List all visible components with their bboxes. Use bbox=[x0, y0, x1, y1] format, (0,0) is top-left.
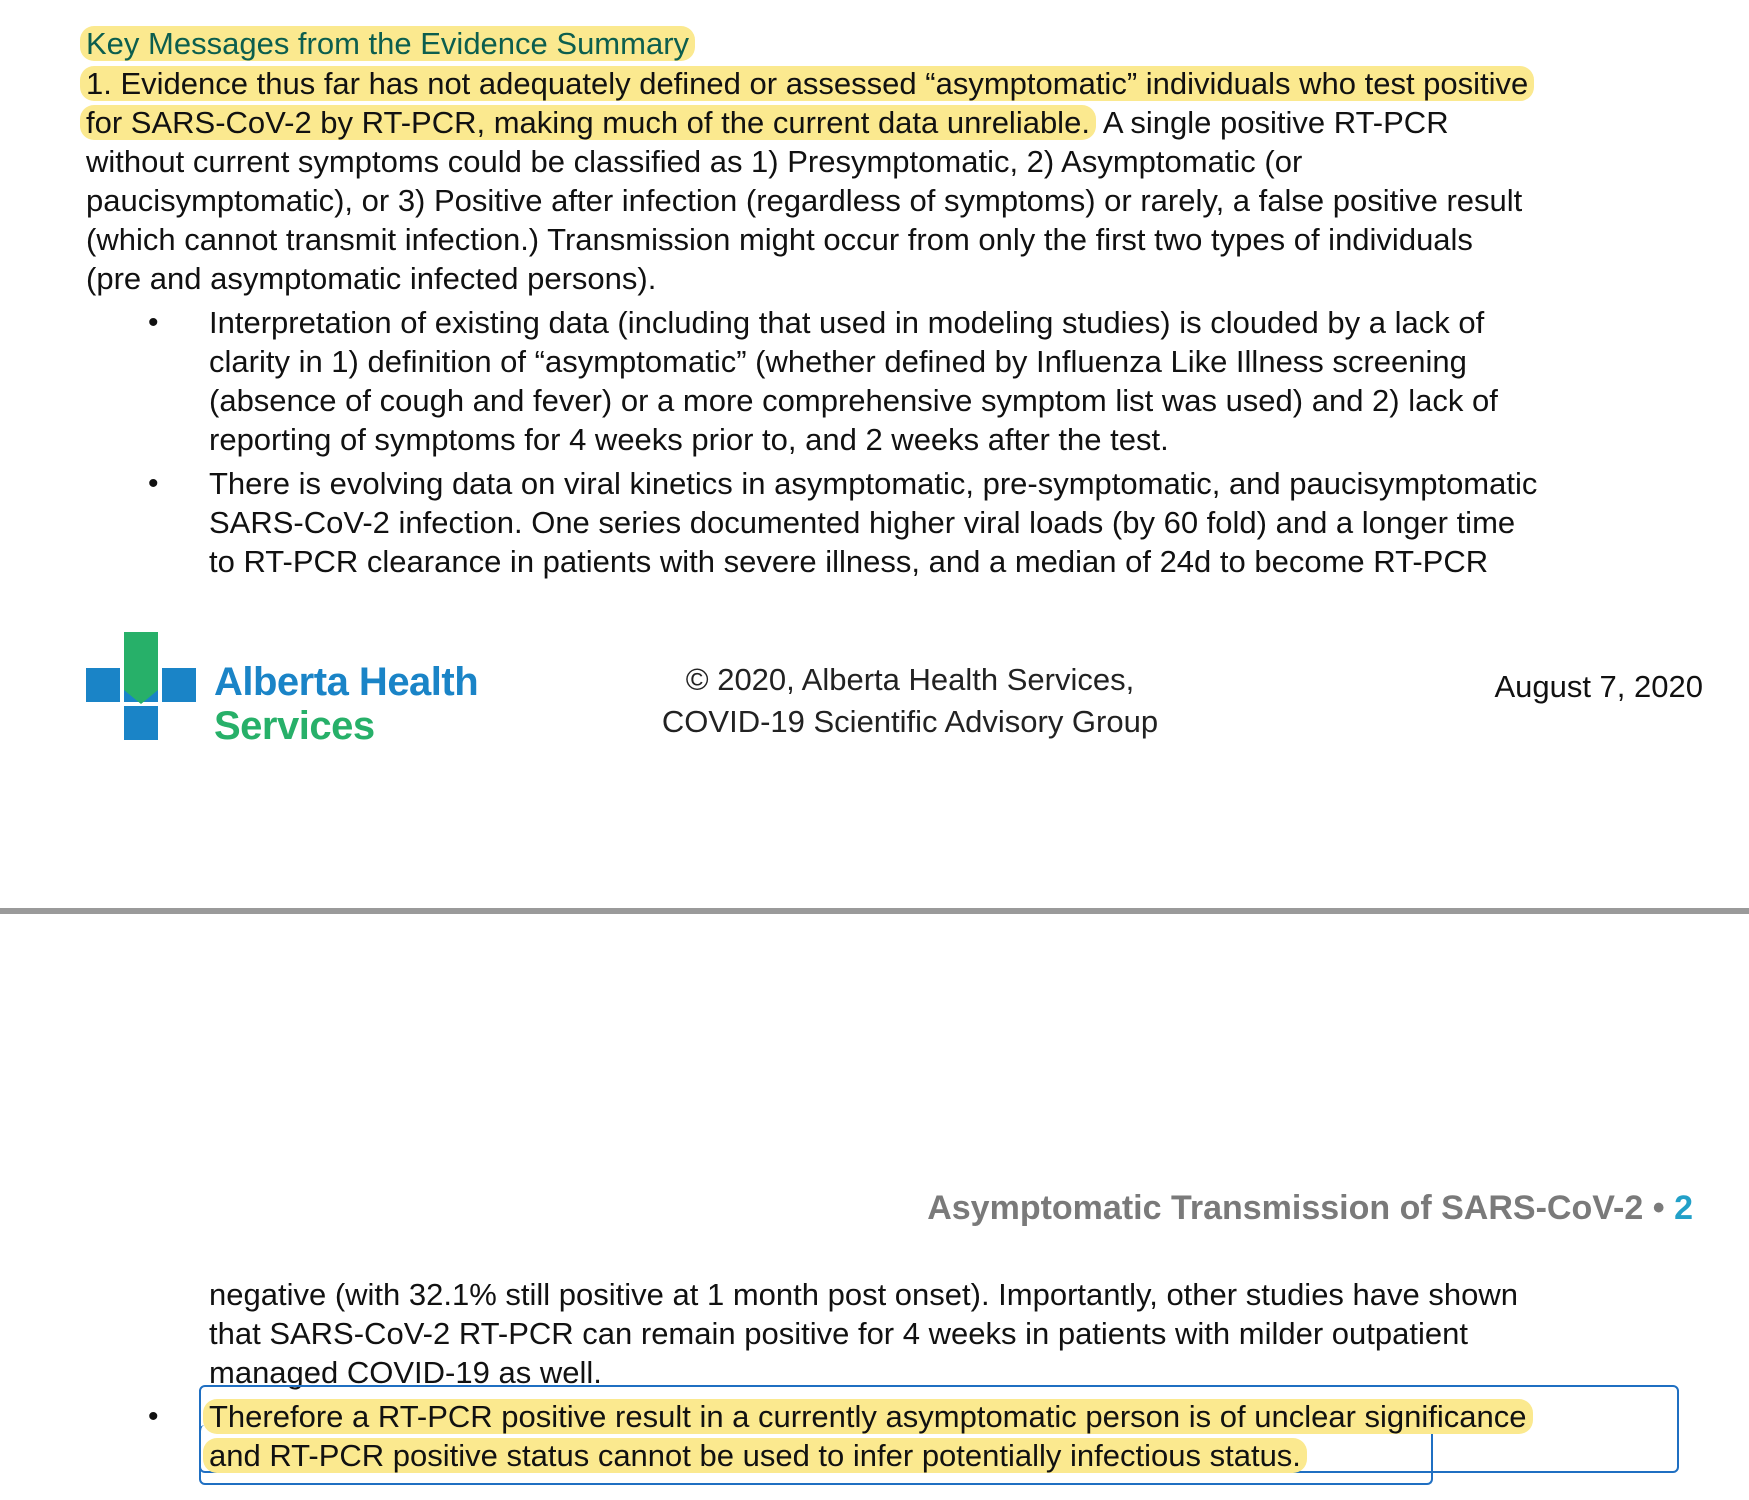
bullet1-line: (absence of cough and fever) or a more comprehensive symptom list was used) and 2) lack of bbox=[209, 383, 1498, 418]
ahs-logo-wordmark: Alberta Health Services bbox=[214, 660, 479, 748]
section-heading: Key Messages from the Evidence Summary bbox=[86, 24, 695, 63]
bullet1-line: Interpretation of existing data (including that used in modeling studies) is clouded by a lack of bbox=[209, 305, 1485, 340]
bullet2-line: There is evolving data on viral kinetics in asymptomatic, pre-symptomatic, and paucisymptomatic bbox=[209, 466, 1538, 501]
page-divider bbox=[0, 908, 1749, 914]
bullet1-line: clarity in 1) definition of “asymptomatic” (whether defined by Influenza Like Illness screening bbox=[209, 344, 1467, 379]
footer-date: August 7, 2020 bbox=[1494, 669, 1703, 704]
continued-line: managed COVID-19 as well. bbox=[209, 1355, 602, 1390]
bullet-marker: • bbox=[148, 1400, 159, 1433]
para1-line: (which cannot transmit infection.) Transmission might occur from only the first two types of individuals bbox=[86, 222, 1473, 257]
continued-line: negative (with 32.1% still positive at 1 month post onset). Importantly, other studies have shown bbox=[209, 1277, 1518, 1312]
para1-line: paucisymptomatic), or 3) Positive after infection (regardless of symptoms) or rarely, a false positive result bbox=[86, 183, 1523, 218]
bullet-marker: • bbox=[148, 467, 159, 500]
para1-line: without current symptoms could be classified as 1) Presymptomatic, 2) Asymptomatic (or bbox=[86, 144, 1303, 179]
bullet-marker: • bbox=[148, 306, 159, 339]
running-header: Asymptomatic Transmission of SARS-CoV-2 • 2 bbox=[927, 1189, 1693, 1227]
ahs-logo-icon bbox=[86, 632, 196, 740]
bullet2-line: SARS-CoV-2 infection. One series documented higher viral loads (by 60 fold) and a longer time bbox=[209, 505, 1516, 540]
continued-line: that SARS-CoV-2 RT-PCR can remain positive for 4 weeks in patients with milder outpatient bbox=[209, 1316, 1468, 1351]
para1-line: (pre and asymptomatic infected persons). bbox=[86, 261, 657, 296]
bullet2-line: to RT-PCR clearance in patients with severe illness, and a median of 24d to become RT-PCR bbox=[209, 544, 1489, 579]
bullet1-line: reporting of symptoms for 4 weeks prior to, and 2 weeks after the test. bbox=[209, 422, 1169, 457]
page-number: 2 bbox=[1674, 1189, 1693, 1227]
footer-copyright: © 2020, Alberta Health Services, COVID-19 Scientific Advisory Group bbox=[661, 662, 1159, 739]
bullet3-line: and RT-PCR positive status cannot be used to infer potentially infectious status. bbox=[209, 1436, 1307, 1475]
bullet3-line: Therefore a RT-PCR positive result in a currently asymptomatic person is of unclear significance bbox=[209, 1397, 1533, 1436]
para1-line: 1. Evidence thus far has not adequately defined or assessed “asymptomatic” individuals who test positive bbox=[86, 64, 1534, 103]
para1-line: for SARS-CoV-2 by RT-PCR, making much of the current data unreliable. A single positive RT-PCR bbox=[86, 103, 1449, 142]
